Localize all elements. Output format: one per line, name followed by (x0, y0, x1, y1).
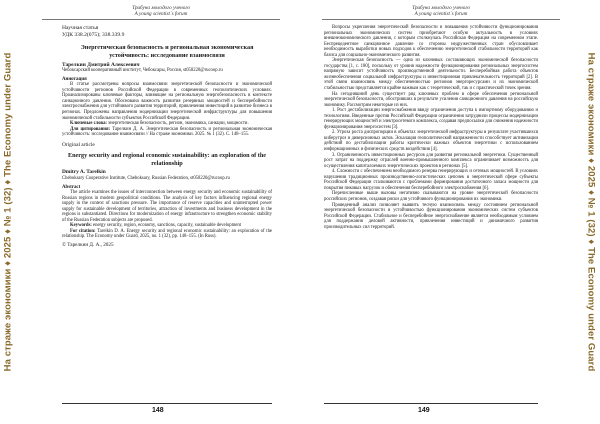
running-head-en: A young scientist`s forum (22, 11, 300, 17)
running-rule-right (322, 19, 560, 20)
citation-en-label: For citation: (70, 229, 96, 234)
page-number-left: 148 (152, 407, 164, 414)
affiliation-en: Cheboksary Cooperative Institute, Cheboksary, Russian Federation, st058220@rucoop.ru (62, 176, 272, 182)
keywords-ru-text: энергетическая безопасность, регион, экономика, санкции, мощности. (108, 121, 248, 126)
keywords-en-text: energy security, region, economy, sanctions, capacity, sustainable development (93, 223, 241, 228)
author-en: Dmitry A. Tarelkin (62, 170, 272, 176)
keywords-en-label: Keywords: (70, 223, 92, 228)
folio-rule-left (62, 403, 272, 404)
affiliation-ru: Чебоксарский кооперативный институт, Чебоксары, Россия, st058220@rucoop.ru (62, 68, 272, 74)
citation-ru-text: Тарелкин Д. А. Энергетическая безопасность и региональная экономическая устойчивость: исследование взаимосвязи // На страже экономики. 2025. № 1 (32). С. 148–155. (62, 127, 272, 138)
udc: УДК 338.2(075); 338.339.9 (62, 32, 272, 39)
spine-left (0, 0, 17, 424)
article-type: Научная статья (62, 25, 272, 32)
right-column (324, 25, 538, 230)
abstract-en: The article examines the issues of interconnection between energy security and economic sustainability of Russian regions in modern geopolitical conditions. The analysis of key factors influencing regional energy supply in the context of sanctions pressure. The importance of reserve capacities and uninterrupted power supply for sustainable development of territories, attraction of investments and business development in the regions is substantiated. Directions for modernization of energy infrastructure to strengthen economic stability of the Russian Federation subjects are proposed. (62, 190, 272, 223)
body-paragraph: Перечисленные выше вызовы негативно сказываются на уровне энергетической безопасности российских регионов, создавая риски для устойчивого функционирования их экономики. (324, 191, 538, 202)
author-ru: Тарелкин Дмитрий Алексеевич (62, 63, 272, 69)
citation-ru-label: Для цитирования: (70, 127, 110, 132)
abstract-ru-heading: Аннотация (62, 77, 272, 83)
folio-rule-right (324, 403, 538, 404)
copyright: © Тарелкин Д. А., 2025 (62, 243, 272, 249)
citation-ru (62, 127, 272, 138)
spine-text-right: На страже экономики ♦ 2025 ♦ № 1 (32) ♦ The Economy under Guard (586, 53, 597, 372)
body-paragraph: На сегодняшний день существует ряд ключевых проблем в сфере обеспечения региональной энергетической безопасности, обостривших в результате усиления санкционного давления на российскую экономику. Рассмотрим некоторые из них. (324, 92, 538, 109)
left-page (22, 0, 300, 424)
right-page (302, 0, 580, 424)
article-title-en: Energy security and regional economic sustainability: an exploration of the relationship (62, 152, 272, 167)
body-paragraph: 1. Рост дестабилизации энергоснабжения ввиду ограничения доступа к импортному оборудованию и технологиям. Введенные против Российской Федерации ограничения затруднили процессы модернизации генерирующих мощностей и электросетевого комплекса, создавая предпосылки для снижения надежности функционирования энергосистем [3]. (324, 108, 538, 130)
spine-right (583, 0, 600, 424)
article-title-ru: Энергетическая безопасность и региональная экономическая устойчивость: исследование взаимосвязи (62, 44, 272, 59)
body-paragraph: 2. Угроза роста диспропорции в объектах энергетической инфраструктуры в результате участившихся киберугроз и диверсионных актов. Эскалация геополитической напряженности способствует активизации действий по дестабилизации работы критически важных объектов энергетики с использованием информационных и физических средств воздействия [4]. (324, 130, 538, 152)
citation-en-text: Tarelkin D. A. Energy security and regional economic sustainability: an exploration of the relationship. The Economy under Guard, 2025, no. 1 (32), pp. 148–155. (In Russ). (62, 229, 272, 240)
left-column (62, 25, 272, 249)
page-number-right: 149 (418, 407, 430, 414)
original-article-label: Original article (62, 143, 272, 149)
body-paragraph: Проведенный анализ позволяет выявить тесную взаимосвязь между состоянием региональной энергетической безопасности и устойчивостью функционирования экономических систем субъектов Российской Федерации. Стабильное и бесперебойное энергоснабжение является необходимым условием для поддержания деловой активности, привлечения инвестиций и динамичного развития производительных сил территорий. (324, 203, 538, 231)
spine-text-left: На страже экономики ♦ 2025 ♦ № 1 (32) ♦ The Economy under Guard (3, 53, 14, 372)
running-head-left (22, 5, 300, 17)
running-head-right (302, 5, 580, 17)
running-head-ru: Трибуна молодого ученого (22, 5, 300, 11)
abstract-ru: В статье рассмотрены вопросы взаимосвязи энергетической безопасности и экономической устойчивости регионов Российской Федерации в современных геополитических условиях. Проанализированы ключевые факторы, влияющие на региональную энергобезопасность в контексте санкционного давления. Обоснована важность развития резервных мощностей и бесперебойности электроснабжения для устойчивого развития территорий, привлечения инвестиций в развитие бизнеса в регионах. Предложены направления модернизации энергетической инфраструктуры для повышения экономической стабильности субъектов Российской Федерации. (62, 82, 272, 121)
body-paragraph: Энергетическая безопасность — одна из ключевых составляющих экономической безопасности государства [1, с. 180], поскольку от уровня надежности функционирования региональных энергосистем напрямую зависит устойчивость производственной деятельности. Бесперебойная работа объектов жизнеобеспечения социальной инфраструктуры и инвестиционная привлекательность территорий [2]. В этой связи взаимосвязь между обеспеченностью регионов энергоресурсами и их экономической стабильностью представляется крайне важным как с теоретической, так и с практической точек зрения. (324, 58, 538, 91)
running-head-en: A young scientist`s forum (302, 11, 580, 17)
keywords-ru-label: Ключевые слова: (70, 121, 107, 126)
citation-en (62, 229, 272, 240)
running-head-ru: Трибуна молодого ученого (302, 5, 580, 11)
abstract-en-heading: Abstract (62, 185, 272, 191)
body-paragraph: 4. Сложности с обеспечением необходимого резерва генерирующих и сетевых мощностей. В условиях нарушения традиционных производственно-логистических цепочек в энергетической сфере субъекты Российской Федерации сталкиваются с проблемами формирования достаточного запаса мощности для покрытия пиковых нагрузок и обеспечения бесперебойного электроснабжения [6]. (324, 169, 538, 191)
body-paragraph: 3. Ограниченность инвестиционных ресурсов для развития региональной энергетики. Существенный рост затрат на поддержку отраслей военно-промышленного комплекса ограничивает возможность для осуществления капиталоемких энергетических проектов в регионах [5]. (324, 153, 538, 170)
running-rule-left (42, 19, 280, 20)
body-paragraph: Вопросы укрепления энергетической безопасности и повышения устойчивости функционирования региональных экономических систем приобретают особую актуальность в условиях внешнеэкономического давления, с которым столкнулась Российская Федерация на современном этапе. Беспрецедентное санкционное давление со стороны недружественных стран обусловливает необходимость выработки новых подходов к обеспечению энергетической стабильности территорий как базиса для социально-экономического развития. (324, 25, 538, 58)
